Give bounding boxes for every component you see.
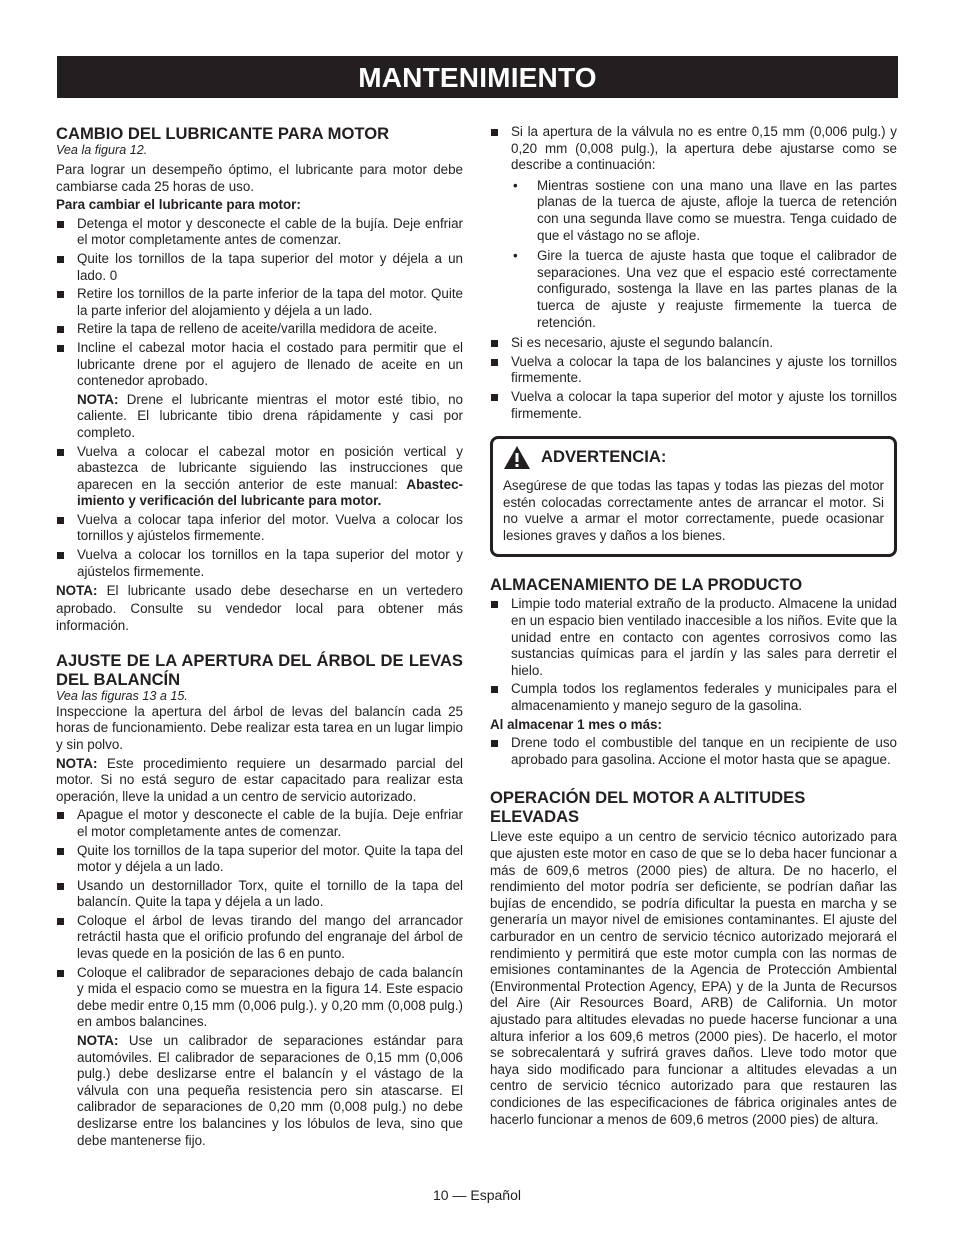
section-title-storage: ALMACENAMIENTO DE LA PRODUCTO <box>490 575 803 595</box>
list-item: Quite los tornillos de la tapa superior del motor y déjela a un lado. 0 <box>56 251 463 284</box>
note-text: Use un calibrador de separaciones estándar para automóviles. El calibrador de separaciones de 0,15 mm (0,006 pulg.) debe deslizarse entre el balancín y el vástago de la válvula con una pequeña resistencia pero sin atascarse. El calibrador de separaciones de 0,20 mm (0,008 pulg.) no debe deslizarse entre los balancines y los lóbulos de leva, sino que debe mantenerse fijo. <box>77 1033 463 1148</box>
list-item <box>56 340 463 442</box>
valve-steps-list-continued <box>490 124 897 422</box>
final-note <box>56 582 463 635</box>
page-footer: 10 — Español <box>433 1187 521 1203</box>
list-item: Drene todo el combustible del tanque en un recipiente de uso aprobado para gasolina. Accione el motor hasta que se apague. <box>490 735 897 768</box>
note-label: NOTA: <box>77 1033 119 1049</box>
list-item: Vuelva a colocar los tornillos en la tapa superior del motor y ajústelos firmemente. <box>56 547 463 580</box>
note-label: NOTA: <box>56 583 98 599</box>
right-column <box>490 124 897 1130</box>
sub-list-item: • Mientras sostiene con una mano una llave en las partes planas de la tuerca de ajuste, afloje la tuerca de retención con una segunda llave como se muestra. Tenga cuidado de que el vástago no se afloje. <box>511 178 897 244</box>
list-item: Limpie todo material extraño de la producto. Almacene la unidad en un espacio bien ventilado inaccesible a los niños. Evite que la unidad entre en contacto con agentes corrosivos como las sustancias químicas para el jardín y las sales para derretir el hielo. <box>490 596 897 679</box>
warning-text: Asegúrese de que todas las tapas y todas las piezas del motor estén colocadas correctamente antes de arrancar el motor. Si no vuelve a armar el motor correctamente, puede ocasionar lesiones graves y daños a los bienes. <box>503 478 884 543</box>
note-label: NOTA: <box>56 755 98 771</box>
list-item <box>56 444 463 510</box>
list-item: Apague el motor y desconecte el cable de la bujía. Deje enfriar el motor completamente antes de comenzar. <box>56 807 463 840</box>
note <box>77 392 463 442</box>
cross-reference: Abastecimiento y verificación del lubricante para motor. <box>77 476 463 509</box>
list-item: Retire los tornillos de la parte inferior de la tapa del motor. Quite la parte inferior del alojamiento y déjela a un lado. <box>56 286 463 319</box>
list-item <box>56 965 463 1150</box>
valve-steps-list <box>56 807 463 1149</box>
warning-triangle-icon <box>503 445 531 470</box>
list-item <box>490 124 897 331</box>
figure-reference: Vea las figuras 13 a 15. <box>56 688 188 703</box>
section-intro: Inspeccione la apertura del árbol de levas del balancín cada 25 horas de funcionamiento. Debe realizar esta tarea en un lugar limpio y sin polvo. <box>56 703 463 752</box>
sub-list-item: • Gire la tuerca de ajuste hasta que toque el calibrador de separaciones. Una vez que el espacio esté correctamente configurado, sostenga la llave en las partes planas de la tuerca de ajuste y reajuste firmemente la tuerca de retención. <box>511 248 897 331</box>
warning-title: ADVERTENCIA: <box>541 447 667 467</box>
section-title-lubricant: CAMBIO DEL LUBRICANTE PARA MOTOR <box>56 124 390 143</box>
note <box>56 756 463 806</box>
list-item: Vuelva a colocar tapa inferior del motor. Vuelva a colocar los tornillos y ajústelos firmemente. <box>56 512 463 545</box>
note-label: NOTA: <box>77 391 119 407</box>
note-text: Drene el lubricante mientras el motor esté tibio, no caliente. El lubricante tibio drena rápidamente y casi por completo. <box>77 391 463 440</box>
note <box>77 1033 463 1149</box>
storage-list <box>490 596 897 714</box>
section-intro: Para lograr un desempeño óptimo, el lubricante para motor debe cambiarse cada 25 horas de uso. <box>56 162 463 194</box>
section-title-valve-clearance: AJUSTE DE LA APERTURA DEL ÁRBOL DE LEVAS DEL BALANCÍN <box>56 650 463 689</box>
section-title-altitude: OPERACIÓN DEL MOTOR A ALTITUDES ELEVADAS <box>490 788 806 827</box>
list-item: Si es necesario, ajuste el segundo balancín. <box>490 335 897 352</box>
warning-header <box>493 439 894 474</box>
storage-list-long-term <box>490 735 897 768</box>
list-item-text: Incline el cabezal motor hacia el costado para permitir que el lubricante drene por el agujero de llenado de aceite en un contenedor aprobado. <box>77 339 463 389</box>
altitude-text: Lleve este equipo a un centro de servicio técnico autorizado para que ajusten este motor en caso de que se lo deba hacer funcionar a más de 609,6 metros (2000 pies) de altura. De no hacerlo, el rendimiento del motor podría ser deficiente, se podrían dañar las bujías de encendido, se podría dificultar la puesta en marcha y se generaría un mayor nivel de emisiones contaminantes. El ajuste del carburador en un centro de servicio técnico autorizado mejorará el rendimiento y permitirá que este motor cumpla con las normas de emisiones contaminantes de la Agencia de Protección Ambiental (Environmental Protection Agency, EPA) y de la Junta de Recursos del Aire (Air Resources Board, ARB) de California. Un motor ajustado para altitudes elevadas no puede hacerse funcionar a una altura inferior a los 609,6 metros (2000 pies). De hacerlo, el motor se sobrecalentará y sufrirá graves daños. Lleve todo motor que haya sido modificado para funcionar a altitudes elevadas a un centro de servicio técnico autorizado para que restauren las condiciones de las especificaciones de fábrica originales antes de hacerlo funcionar a menos de 609,6 metros (2000 pies) de altura. <box>490 829 897 1127</box>
storage-sub-label: Al almacenar 1 mes o más: <box>490 716 662 732</box>
lubricant-steps-list <box>56 216 463 580</box>
list-item: Cumpla todos los reglamentos federales y municipales para el almacenamiento y manejo seguro de la gasolina. <box>490 681 897 714</box>
list-item: Coloque el árbol de levas tirando del mango del arrancador retráctil hasta que el orificio profundo del engranaje del árbol de levas quede en la posición de las 6 en punto. <box>56 913 463 963</box>
list-item: Vuelva a colocar la tapa superior del motor y ajuste los tornillos firmemente. <box>490 389 897 422</box>
list-item: Quite los tornillos de la tapa superior del motor. Quite la tapa del motor y déjela a un lado. <box>56 843 463 876</box>
note-text: Este procedimiento requiere un desarmado parcial del motor. Si no está seguro de estar capacitado para realizar esta operación, lleve la unidad a un centro de servicio autorizado. <box>56 755 463 804</box>
list-item: Retire la tapa de relleno de aceite/varilla medidora de aceite. <box>56 321 463 338</box>
steps-label: Para cambiar el lubricante para motor: <box>56 197 301 213</box>
list-item: Usando un destornillador Torx, quite el tornillo de la tapa del balancín. Quite la tapa y déjela a un lado. <box>56 878 463 911</box>
sub-list <box>511 178 897 331</box>
list-item: Detenga el motor y desconecte el cable de la bujía. Deje enfriar el motor completamente antes de comenzar. <box>56 216 463 249</box>
page-title: MANTENIMIENTO <box>57 56 898 98</box>
list-item-text: Si la apertura de la válvula no es entre 0,15 mm (0,006 pulg.) y 0,20 mm (0,008 pulg.), la apertura debe ajustarse como se describe a continuación: <box>511 124 897 173</box>
list-item: Vuelva a colocar la tapa de los balancines y ajuste los tornillos firmemente. <box>490 354 897 387</box>
warning-box <box>490 436 897 557</box>
note-text: El lubricante usado debe desecharse en un vertedero aprobado. Consulte su vendedor local para obtener más información. <box>56 583 463 634</box>
list-item-text: Coloque el calibrador de separaciones debajo de cada balancín y mida el espacio como se muestra en la figura 14. Este espacio debe medir entre 0,15 mm (0,006 pulg.). y 0,20 mm (0,008 pulg.) en ambos balancines. <box>77 964 463 1030</box>
left-column <box>56 124 463 1151</box>
list-item-text: Vuelva a colocar el cabezal motor en posición vertical y abastezca de lubricante siguiendo las instrucciones que aparecen en la sección anterior de este manual: <box>77 443 463 492</box>
figure-reference: Vea la figura 12. <box>56 143 148 157</box>
